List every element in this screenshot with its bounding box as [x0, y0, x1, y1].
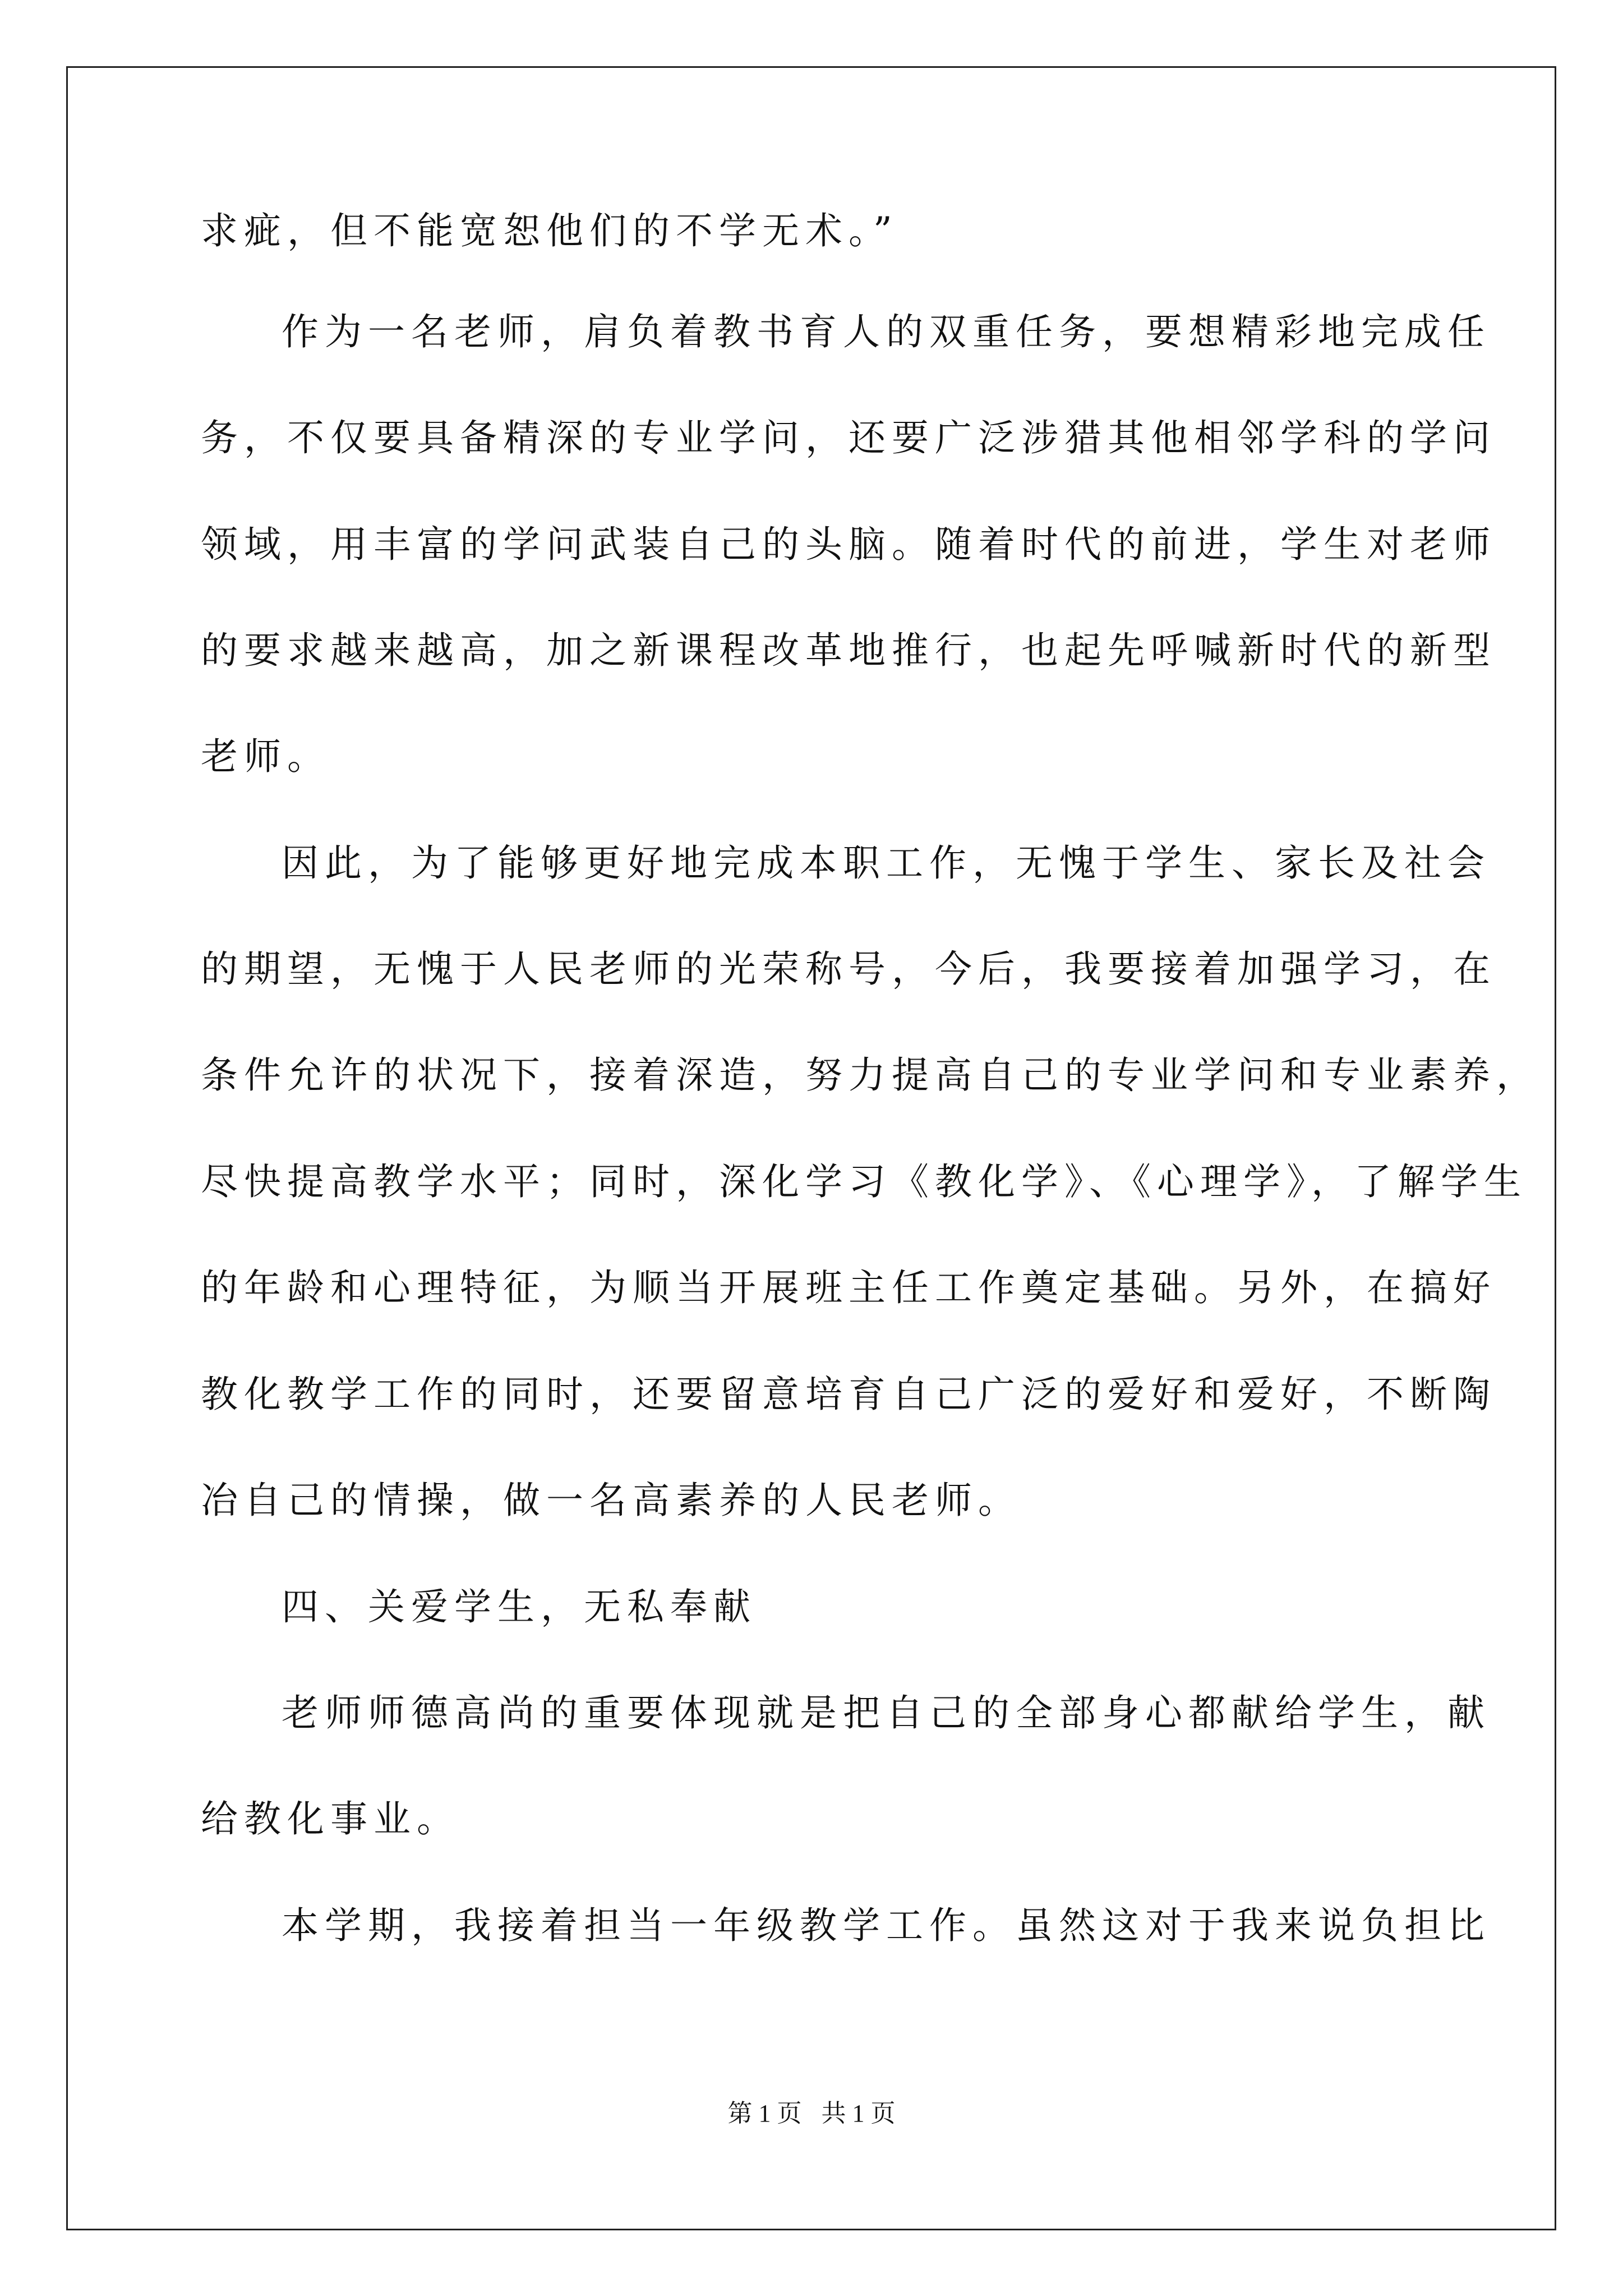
- text-line: 的要求越来越高，加之新课程改革地推行，也起先呼喊新时代的新型: [201, 629, 1496, 672]
- page-total: 共 1 页: [821, 2100, 896, 2127]
- text-line: 因此，为了能够更好地完成本职工作，无愧于学生、家长及社会: [282, 841, 1491, 885]
- text-line: 务，不仅要具备精深的专业学问，还要广泛涉猎其他相邻学科的学问: [201, 416, 1496, 459]
- section-heading: 四、关爱学生，无私奉献: [282, 1585, 757, 1628]
- text-line: 给教化事业。: [201, 1797, 460, 1841]
- text-line: 领域，用丰富的学问武装自己的头脑。随着时代的前进，学生对老师: [201, 523, 1496, 566]
- text-line: 老师师德高尚的重要体现就是把自己的全部身心都献给学生，献: [282, 1691, 1491, 1734]
- text-line: 冶自己的情操，做一名高素养的人民老师。: [201, 1479, 1021, 1522]
- text-line: 的期望，无愧于人民老师的光荣称号，今后，我要接着加强学习，在: [201, 947, 1496, 991]
- text-line: 本学期，我接着担当一年级教学工作。虽然这对于我来说负担比: [282, 1904, 1491, 1947]
- text-line: 尽快提高教学水平；同时，深化学习《教化学》、《心理学》，了解学生: [201, 1160, 1527, 1203]
- text-line: 求疵，但不能宽恕他们的不学无术。”: [201, 209, 898, 252]
- text-line: 条件允许的状况下，接着深造，努力提高自己的专业学问和专业素养，: [201, 1053, 1539, 1097]
- page-number: 第 1 页: [727, 2100, 802, 2127]
- text-line: 的年龄和心理特征，为顺当开展班主任工作奠定基础。另外，在搞好: [201, 1266, 1496, 1309]
- page-footer: [0, 2097, 1623, 2131]
- text-line: 老师。: [201, 735, 330, 778]
- text-line: 作为一名老师，肩负着教书育人的双重任务，要想精彩地完成任: [282, 310, 1491, 353]
- text-line: 教化教学工作的同时，还要留意培育自己广泛的爱好和爱好，不断陶: [201, 1373, 1496, 1416]
